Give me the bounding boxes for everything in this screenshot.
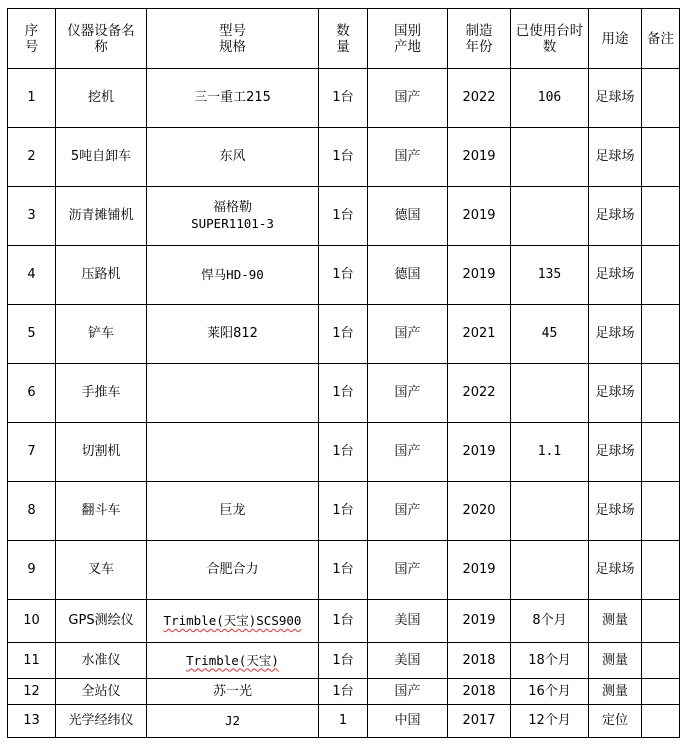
cell-origin: 国产 bbox=[368, 69, 448, 128]
cell-model-line bbox=[147, 653, 318, 669]
spellcheck-underline: Trimble(天宝)SCS900 bbox=[163, 613, 302, 628]
cell-use: 足球场 bbox=[589, 128, 642, 187]
cell-note bbox=[642, 600, 680, 643]
cell-model-line: 三一重工215 bbox=[194, 90, 271, 105]
cell-name: GPS测绘仪 bbox=[56, 600, 147, 643]
cell-qty: 1台 bbox=[319, 643, 368, 679]
cell-use: 足球场 bbox=[589, 364, 642, 423]
cell-qty: 1台 bbox=[319, 679, 368, 705]
cell-model bbox=[147, 69, 319, 128]
cell-no: 10 bbox=[8, 600, 56, 643]
cell-note bbox=[642, 482, 680, 541]
header-note bbox=[642, 9, 680, 69]
cell-note bbox=[642, 679, 680, 705]
cell-no: 6 bbox=[8, 364, 56, 423]
cell-year: 2018 bbox=[448, 679, 511, 705]
cell-use: 测量 bbox=[589, 600, 642, 643]
header-no-line: 序 bbox=[24, 22, 39, 39]
header-row bbox=[8, 9, 680, 69]
cell-year: 2019 bbox=[448, 541, 511, 600]
cell-model-line: 莱阳812 bbox=[207, 326, 258, 341]
cell-origin: 国产 bbox=[368, 423, 448, 482]
header-hours-line: 已使用台时 bbox=[515, 22, 584, 39]
cell-note bbox=[642, 423, 680, 482]
cell-name: 5吨自卸车 bbox=[56, 128, 147, 187]
cell-qty: 1台 bbox=[319, 541, 368, 600]
cell-no: 4 bbox=[8, 246, 56, 305]
cell-name: 光学经纬仪 bbox=[56, 705, 147, 738]
header-hours-line: 数 bbox=[542, 38, 557, 55]
cell-origin: 德国 bbox=[368, 187, 448, 246]
cell-no: 1 bbox=[8, 69, 56, 128]
table-row bbox=[8, 482, 680, 541]
cell-model-line: 悍马HD-90 bbox=[201, 267, 264, 282]
cell-note bbox=[642, 69, 680, 128]
header-origin-line: 产地 bbox=[394, 38, 421, 55]
table-row bbox=[8, 187, 680, 246]
cell-no: 5 bbox=[8, 305, 56, 364]
cell-use: 测量 bbox=[589, 643, 642, 679]
spellcheck-underline: Trimble(天宝) bbox=[186, 652, 279, 668]
cell-hours: 8个月 bbox=[511, 600, 589, 643]
cell-model bbox=[147, 482, 319, 541]
header-note-line: 备注 bbox=[647, 30, 674, 47]
cell-name: 翻斗车 bbox=[56, 482, 147, 541]
cell-name: 水准仪 bbox=[56, 643, 147, 679]
cell-year: 2017 bbox=[448, 705, 511, 738]
cell-model bbox=[147, 128, 319, 187]
cell-note bbox=[642, 128, 680, 187]
header-model-line: 规格 bbox=[219, 38, 246, 55]
cell-model bbox=[147, 600, 319, 643]
header-name-line: 仪器设备名 bbox=[67, 22, 135, 39]
cell-year: 2019 bbox=[448, 128, 511, 187]
cell-qty: 1台 bbox=[319, 69, 368, 128]
cell-no: 13 bbox=[8, 705, 56, 738]
cell-year: 2021 bbox=[448, 305, 511, 364]
cell-model-line: 合肥合力 bbox=[206, 562, 259, 577]
header-use bbox=[589, 9, 642, 69]
cell-name: 铲车 bbox=[56, 305, 147, 364]
cell-year: 2019 bbox=[448, 423, 511, 482]
cell-origin: 德国 bbox=[368, 246, 448, 305]
cell-qty: 1台 bbox=[319, 482, 368, 541]
cell-name: 挖机 bbox=[56, 69, 147, 128]
cell-note bbox=[642, 305, 680, 364]
table-row bbox=[8, 705, 680, 738]
cell-no: 7 bbox=[8, 423, 56, 482]
table-row bbox=[8, 679, 680, 705]
cell-name: 叉车 bbox=[56, 541, 147, 600]
cell-name: 全站仪 bbox=[56, 679, 147, 705]
table-row bbox=[8, 541, 680, 600]
cell-model-line: SUPER1101-3 bbox=[191, 216, 274, 231]
header-no-line: 号 bbox=[24, 38, 39, 55]
cell-origin: 美国 bbox=[368, 600, 448, 643]
cell-hours: 106 bbox=[511, 69, 589, 128]
cell-name: 切割机 bbox=[56, 423, 147, 482]
cell-name: 沥青摊铺机 bbox=[56, 187, 147, 246]
cell-qty: 1台 bbox=[319, 364, 368, 423]
header-hours bbox=[511, 9, 589, 69]
cell-year: 2019 bbox=[448, 246, 511, 305]
cell-model bbox=[147, 643, 319, 679]
cell-origin: 国产 bbox=[368, 128, 448, 187]
cell-model-line: 巨龙 bbox=[219, 503, 246, 518]
cell-year: 2019 bbox=[448, 600, 511, 643]
cell-year: 2019 bbox=[448, 187, 511, 246]
cell-qty: 1台 bbox=[319, 305, 368, 364]
cell-model bbox=[147, 541, 319, 600]
header-no bbox=[8, 9, 56, 69]
cell-use: 测量 bbox=[589, 679, 642, 705]
cell-qty: 1台 bbox=[319, 246, 368, 305]
cell-use: 定位 bbox=[589, 705, 642, 738]
cell-qty: 1台 bbox=[319, 423, 368, 482]
table-row bbox=[8, 69, 680, 128]
cell-use: 足球场 bbox=[589, 482, 642, 541]
cell-note bbox=[642, 364, 680, 423]
cell-no: 2 bbox=[8, 128, 56, 187]
cell-note bbox=[642, 246, 680, 305]
cell-qty: 1台 bbox=[319, 187, 368, 246]
table-row bbox=[8, 643, 680, 679]
cell-model-line: 福格勒 bbox=[212, 200, 252, 215]
cell-model bbox=[147, 305, 319, 364]
cell-model-line: J2 bbox=[224, 713, 241, 728]
header-use-line: 用途 bbox=[601, 30, 629, 47]
cell-origin: 美国 bbox=[368, 643, 448, 679]
header-year-line: 年份 bbox=[465, 38, 493, 55]
table-row bbox=[8, 364, 680, 423]
cell-note bbox=[642, 187, 680, 246]
cell-hours bbox=[511, 128, 589, 187]
cell-hours bbox=[511, 364, 589, 423]
cell-model-line: 苏一光 bbox=[212, 683, 252, 699]
cell-note bbox=[642, 643, 680, 679]
header-qty-line: 数 bbox=[336, 22, 350, 39]
cell-no: 11 bbox=[8, 643, 56, 679]
cell-hours: 12个月 bbox=[511, 705, 589, 738]
cell-origin: 国产 bbox=[368, 679, 448, 705]
cell-hours: 1.1 bbox=[511, 423, 589, 482]
equipment-table bbox=[7, 8, 680, 738]
cell-year: 2020 bbox=[448, 482, 511, 541]
cell-hours: 18个月 bbox=[511, 643, 589, 679]
cell-model bbox=[147, 423, 319, 482]
cell-model bbox=[147, 679, 319, 705]
cell-year: 2022 bbox=[448, 69, 511, 128]
cell-model bbox=[147, 246, 319, 305]
cell-origin: 国产 bbox=[368, 305, 448, 364]
header-qty-line: 量 bbox=[336, 38, 350, 55]
cell-note bbox=[642, 541, 680, 600]
cell-model-line bbox=[147, 613, 318, 629]
cell-hours bbox=[511, 541, 589, 600]
cell-qty: 1台 bbox=[319, 128, 368, 187]
header-origin-line: 国别 bbox=[394, 22, 421, 39]
cell-no: 8 bbox=[8, 482, 56, 541]
cell-model bbox=[147, 705, 319, 738]
cell-model bbox=[147, 187, 319, 246]
header-model bbox=[147, 9, 319, 69]
cell-use: 足球场 bbox=[589, 423, 642, 482]
cell-no: 12 bbox=[8, 679, 56, 705]
cell-use: 足球场 bbox=[589, 187, 642, 246]
table-row bbox=[8, 423, 680, 482]
cell-origin: 中国 bbox=[368, 705, 448, 738]
table-row bbox=[8, 305, 680, 364]
cell-use: 足球场 bbox=[589, 246, 642, 305]
cell-hours: 45 bbox=[511, 305, 589, 364]
cell-note bbox=[642, 705, 680, 738]
cell-no: 3 bbox=[8, 187, 56, 246]
cell-use: 足球场 bbox=[589, 541, 642, 600]
cell-year: 2018 bbox=[448, 643, 511, 679]
cell-use: 足球场 bbox=[589, 69, 642, 128]
header-year-line: 制造 bbox=[465, 22, 493, 39]
cell-year: 2022 bbox=[448, 364, 511, 423]
table-row bbox=[8, 128, 680, 187]
header-origin bbox=[368, 9, 448, 69]
header-qty bbox=[319, 9, 368, 69]
cell-model bbox=[147, 364, 319, 423]
table-row bbox=[8, 600, 680, 643]
header-name bbox=[56, 9, 147, 69]
cell-origin: 国产 bbox=[368, 364, 448, 423]
cell-no: 9 bbox=[8, 541, 56, 600]
table-row bbox=[8, 246, 680, 305]
cell-model-line: 东风 bbox=[219, 149, 246, 164]
cell-qty: 1台 bbox=[319, 600, 368, 643]
table-body bbox=[8, 69, 680, 738]
header-name-line: 称 bbox=[94, 38, 108, 55]
cell-origin: 国产 bbox=[368, 482, 448, 541]
cell-hours: 135 bbox=[511, 246, 589, 305]
cell-qty: 1 bbox=[319, 705, 368, 738]
header-year bbox=[448, 9, 511, 69]
cell-hours: 16个月 bbox=[511, 679, 589, 705]
cell-name: 手推车 bbox=[56, 364, 147, 423]
cell-hours bbox=[511, 187, 589, 246]
cell-hours bbox=[511, 482, 589, 541]
cell-origin: 国产 bbox=[368, 541, 448, 600]
header-model-line: 型号 bbox=[219, 22, 246, 39]
cell-use: 足球场 bbox=[589, 305, 642, 364]
cell-name: 压路机 bbox=[56, 246, 147, 305]
